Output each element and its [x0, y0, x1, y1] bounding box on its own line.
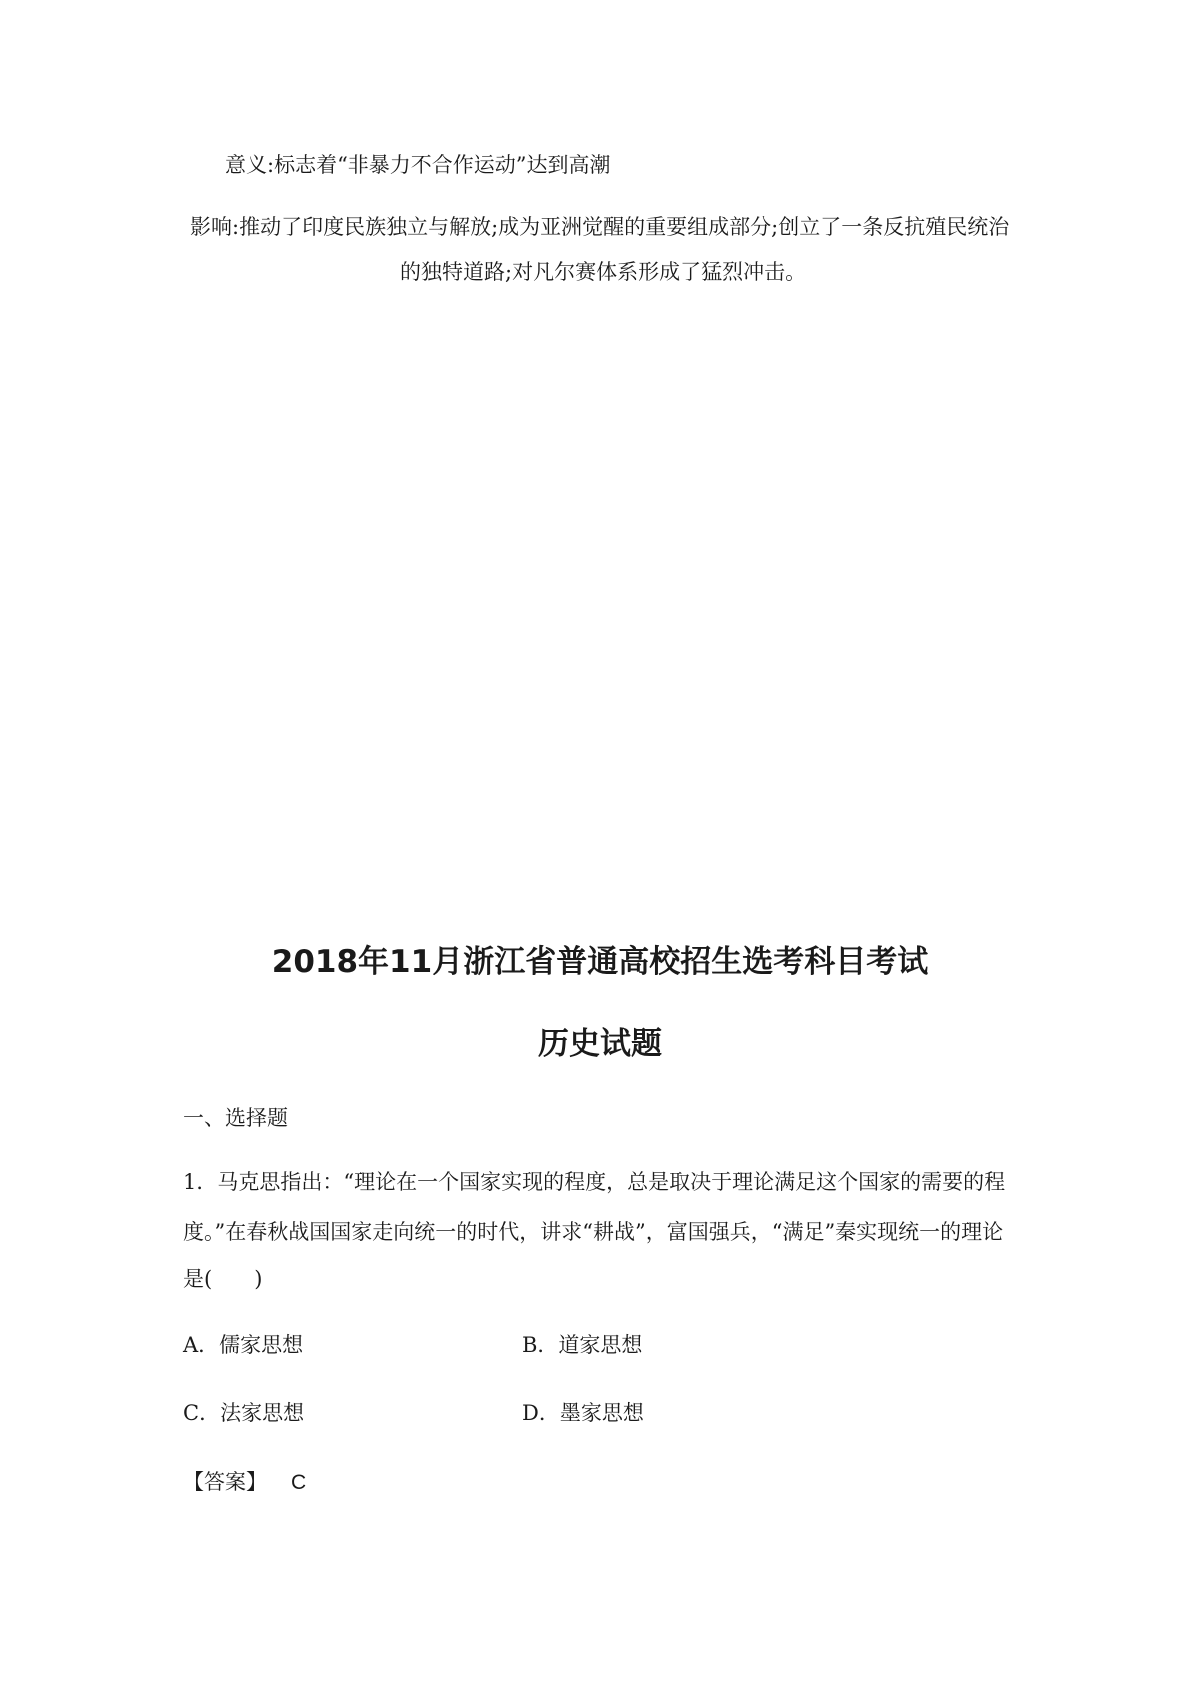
question-stem-line-2: 度。”在春秋战国国家走向统一的时代，讲求“耕战”，富国强兵，“满足”秦实现统一的理论	[183, 1220, 1004, 1244]
answer-value: C	[291, 1471, 307, 1494]
exam-subtitle: 历史试题	[538, 1026, 662, 1062]
influence-text-line-2: 的独特道路;对凡尔赛体系形成了猛烈冲击。	[400, 260, 807, 284]
exam-title: 2018年11月浙江省普通高校招生选考科目考试	[271, 944, 929, 980]
influence-text-line-1: 影响:推动了印度民族独立与解放;成为亚洲觉醒的重要组成部分;创立了一条反抗殖民统治	[190, 215, 1010, 239]
option-b: B．道家思想	[522, 1333, 643, 1357]
answer-label: 【答案】	[183, 1470, 267, 1494]
option-c: C．法家思想	[183, 1401, 305, 1425]
question-stem-line-1: 1．马克思指出：“理论在一个国家实现的程度，总是取决于理论满足这个国家的需要的程	[183, 1170, 1006, 1194]
question-stem-line-3: 是( )	[183, 1267, 263, 1291]
significance-text: 意义:标志着“非暴力不合作运动”达到高潮	[225, 153, 611, 177]
answer-row	[183, 1472, 306, 1493]
option-a: A．儒家思想	[183, 1333, 304, 1357]
section-heading: 一、选择题	[183, 1106, 288, 1130]
option-d: D．墨家思想	[522, 1401, 644, 1425]
